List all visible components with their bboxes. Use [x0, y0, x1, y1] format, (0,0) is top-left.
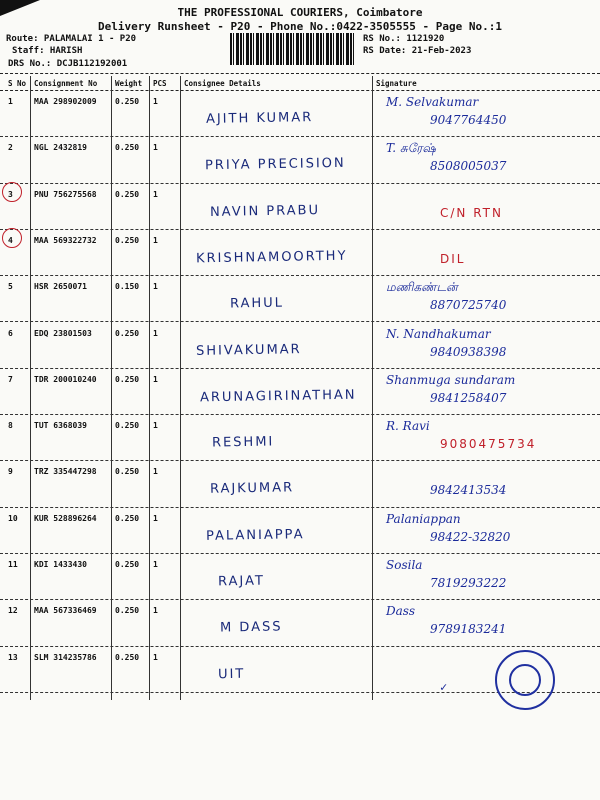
cell-consignment: NGL 2432819 [34, 143, 87, 153]
cell-pcs: 1 [153, 328, 158, 338]
table-row [0, 323, 600, 369]
cell-pcs: 1 [153, 143, 158, 153]
cell-sno: 4 [8, 235, 13, 245]
delivery-note: 98422-32820 [430, 529, 511, 544]
cell-pcs: 1 [153, 282, 158, 292]
signature: T. சுரேஷ் [386, 141, 436, 156]
consignee-name: NAVIN PRABU [209, 202, 321, 220]
col-consignment: Consignment No [34, 79, 98, 88]
consignee-name: RESHMI [211, 434, 275, 451]
delivery-note: 8508005037 [430, 159, 507, 174]
consignee-name: AJITH KUMAR [205, 110, 314, 127]
cell-consignment: PNU 756275568 [34, 189, 97, 199]
consignee-name: KRISHNAMOORTHY [195, 248, 348, 267]
table-row [0, 184, 600, 230]
table-row [0, 415, 600, 461]
table-row [0, 369, 600, 415]
signature: R. Ravi [386, 419, 430, 434]
staff-label: Staff: HARISH [12, 46, 83, 56]
table-row [0, 91, 600, 137]
red-circle-mark [2, 228, 22, 248]
delivery-note: 8870725740 [430, 298, 507, 313]
col-signature: Signature [376, 79, 417, 88]
cell-pcs: 1 [153, 652, 158, 662]
consignee-name: PALANIAPPA [205, 526, 305, 544]
delivery-note: 9080475734 [440, 437, 537, 452]
cell-consignment: SLM 314235786 [34, 652, 97, 662]
rs-number: RS No.: 1121920 [363, 34, 445, 44]
cell-weight: 0.250 [115, 189, 140, 199]
cell-weight: 0.250 [115, 374, 140, 384]
table-row [0, 461, 600, 507]
cell-sno: 6 [8, 328, 13, 338]
cell-sno: 10 [8, 513, 18, 523]
table-row [0, 554, 600, 600]
cell-pcs: 1 [153, 235, 158, 245]
cell-weight: 0.250 [115, 652, 140, 662]
consignee-name: RAJAT [217, 573, 265, 590]
cell-consignment: MAA 298902009 [34, 97, 97, 106]
cell-sno: 1 [8, 97, 13, 106]
cell-sno: 11 [8, 560, 18, 569]
company-title: THE PROFESSIONAL COURIERS, Coimbatore [177, 6, 423, 19]
institute-stamp [495, 650, 555, 710]
cell-weight: 0.150 [115, 282, 140, 292]
barcode [230, 33, 356, 65]
delivery-note: 7819293222 [430, 576, 507, 590]
cell-weight: 0.250 [115, 328, 140, 338]
signature: Sosila [386, 558, 423, 572]
drs-label: DRS No.: DCJB112192001 [8, 59, 128, 69]
tick-mark: ✓ [440, 680, 448, 694]
delivery-note: 9840938398 [430, 344, 507, 359]
cell-weight: 0.250 [115, 560, 140, 569]
red-circle-mark [2, 182, 22, 202]
consignee-name: M DASS [219, 619, 283, 636]
cell-pcs: 1 [153, 374, 158, 384]
cell-weight: 0.250 [115, 97, 140, 106]
cell-pcs: 1 [153, 560, 158, 569]
consignee-name: SHIVAKUMAR [195, 341, 302, 359]
cell-consignment: TUT 6368039 [34, 421, 87, 431]
cell-consignment: KUR 528896264 [34, 513, 97, 523]
col-consignee: Consignee Details [184, 79, 261, 88]
cell-consignment: EDQ 23801503 [34, 328, 92, 338]
delivery-note: 9841258407 [430, 390, 507, 405]
cell-pcs: 1 [153, 421, 158, 431]
signature: Palaniappan [386, 511, 461, 526]
cell-sno: 5 [8, 282, 13, 292]
delivery-note: C/N RTN [440, 205, 503, 220]
cell-sno: 2 [8, 143, 13, 153]
consignee-name: ARUNAGIRINATHAN [199, 387, 357, 406]
table-row [0, 600, 600, 646]
signature: மணிகண்டன் [386, 280, 458, 295]
cell-pcs: 1 [153, 467, 158, 477]
cell-consignment: MAA 567336469 [34, 606, 97, 616]
cell-weight: 0.250 [115, 421, 140, 431]
header-divider [0, 73, 600, 74]
cell-consignment: TDR 200010240 [34, 374, 97, 384]
cell-pcs: 1 [153, 513, 158, 523]
cell-sno: 7 [8, 374, 13, 384]
cell-sno: 8 [8, 421, 13, 431]
cell-weight: 0.250 [115, 606, 140, 616]
consignee-name: RAHUL [229, 295, 285, 312]
rs-date: RS Date: 21-Feb-2023 [363, 46, 472, 56]
cell-sno: 13 [8, 652, 18, 662]
cell-consignment: KDI 1433430 [34, 560, 87, 569]
delivery-note: DIL [440, 251, 466, 266]
cell-weight: 0.250 [115, 513, 140, 523]
cell-sno: 3 [8, 189, 13, 199]
table-row [0, 508, 600, 554]
delivery-note: 9789183241 [430, 622, 507, 637]
cell-sno: 12 [8, 606, 18, 616]
table-row [0, 276, 600, 322]
signature: M. Selvakumar [386, 95, 479, 109]
cell-pcs: 1 [153, 97, 158, 106]
col-pcs: PCS [153, 79, 167, 88]
runsheet-subtitle: Delivery Runsheet - P20 - Phone No.:0422-3505555 - Page No.:1 [98, 20, 502, 33]
signature: Shanmuga sundaram [386, 372, 516, 387]
signature: Dass [386, 604, 416, 619]
consignee-name: PRIYA PRECISION [204, 156, 346, 174]
cell-weight: 0.250 [115, 143, 140, 153]
route-label: Route: PALAMALAI 1 - P20 [6, 34, 137, 44]
col-sno: S No [8, 79, 27, 88]
cell-sno: 9 [8, 467, 13, 477]
cell-weight: 0.250 [115, 467, 140, 477]
table-row [0, 230, 600, 276]
table-row [0, 137, 600, 183]
signature: N. Nandhakumar [386, 326, 491, 341]
col-weight: Weight [115, 79, 143, 88]
delivery-note: 9842413534 [430, 483, 507, 498]
consignee-name: UIT [217, 666, 246, 682]
cell-weight: 0.250 [115, 235, 140, 245]
cell-pcs: 1 [153, 189, 158, 199]
cell-consignment: HSR 2650071 [34, 282, 87, 292]
delivery-note: 9047764450 [430, 113, 507, 127]
cell-pcs: 1 [153, 606, 158, 616]
consignee-name: RAJKUMAR [209, 480, 295, 498]
cell-consignment: TRZ 335447298 [34, 467, 97, 477]
cell-consignment: MAA 569322732 [34, 235, 97, 245]
